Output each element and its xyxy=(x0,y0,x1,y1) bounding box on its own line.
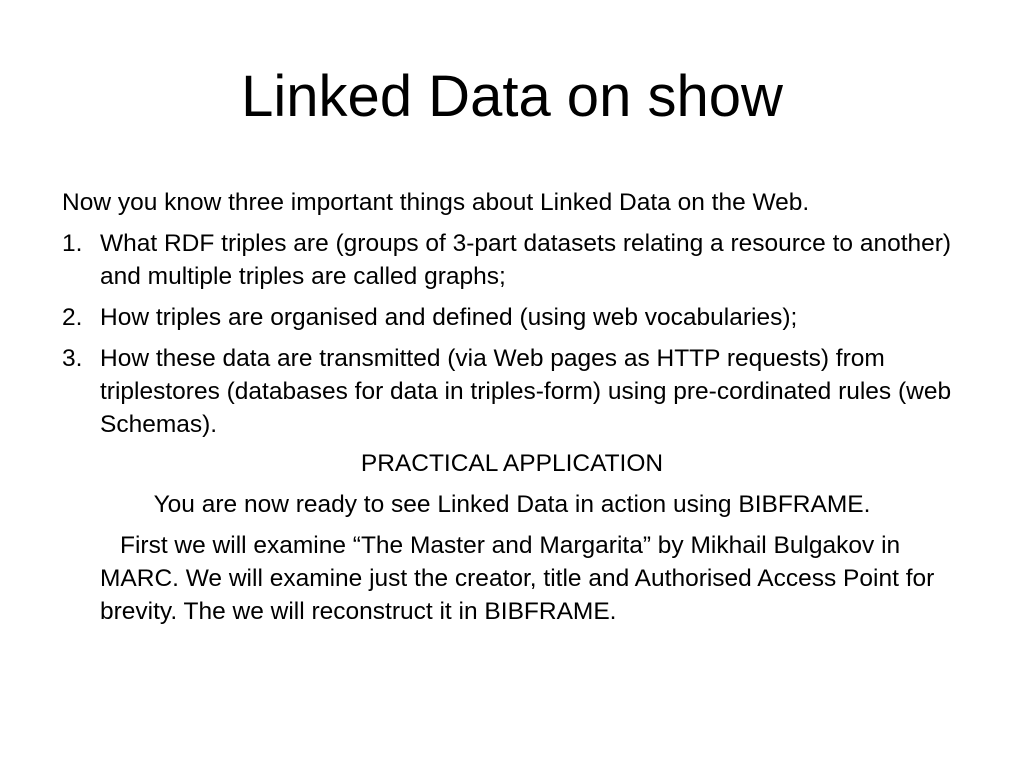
list-item xyxy=(62,342,962,441)
list-item-number: 1. xyxy=(62,230,83,257)
ready-line: You are now ready to see Linked Data in action using BIBFRAME. xyxy=(153,491,871,518)
section-heading: PRACTICAL APPLICATION xyxy=(360,450,664,477)
slide-title: Linked Data on show xyxy=(241,64,783,129)
list-item-number: 2. xyxy=(62,304,83,331)
list-item xyxy=(62,301,962,334)
slide-body xyxy=(62,186,962,628)
list-item-text: How these data are transmitted (via Web pages as HTTP requests) from triplestores (databases for data in triples-form) using pre-cordinated rules (web Schemas). xyxy=(100,345,952,438)
list-item-number: 3. xyxy=(62,345,83,372)
intro-paragraph: Now you know three important things about Linked Data on the Web. xyxy=(62,189,810,216)
closing-paragraph: First we will examine “The Master and Margarita” by Mikhail Bulgakov in MARC. We will examine just the creator, title and Authorised Access Point for brevity. The we will reconstruct it in BIBFRAME. xyxy=(100,532,935,625)
list-item-text: What RDF triples are (groups of 3-part datasets relating a resource to another) and multiple triples are called graphs; xyxy=(100,230,952,290)
numbered-list xyxy=(62,227,962,441)
list-item-text: How triples are organised and defined (using web vocabularies); xyxy=(100,304,798,331)
list-item xyxy=(62,227,962,293)
